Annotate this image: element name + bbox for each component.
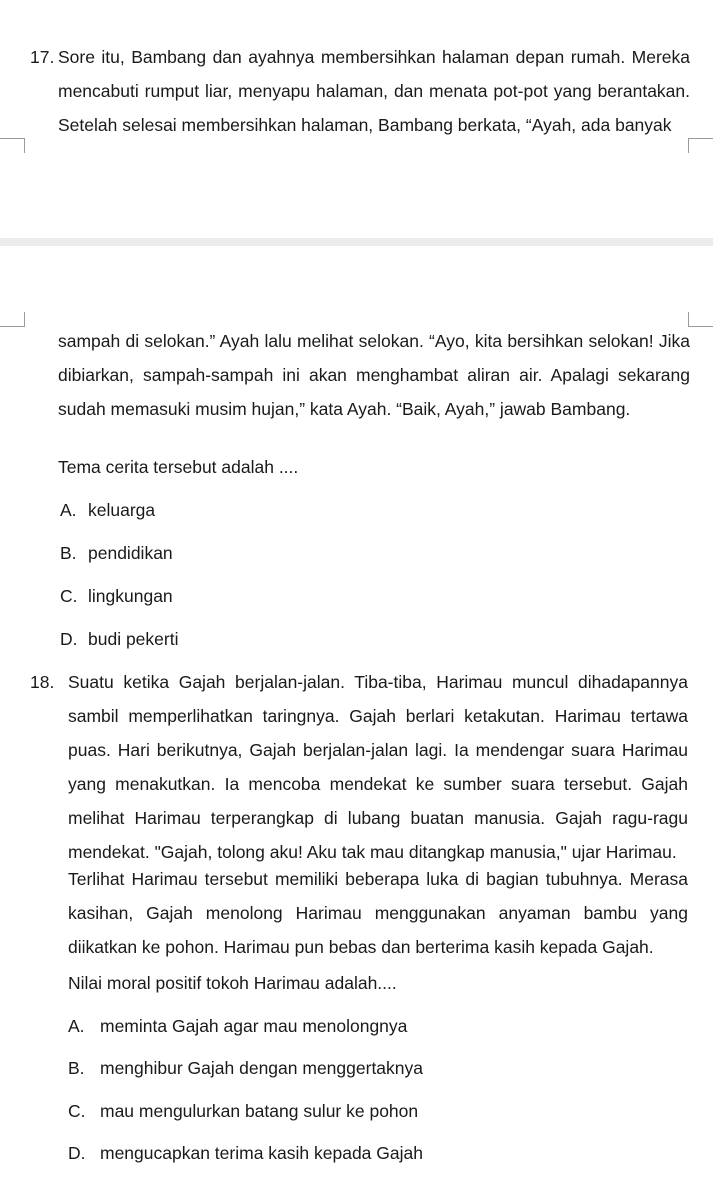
page-break-gap — [0, 238, 713, 246]
q18-option-text: meminta Gajah agar mau menolongnya — [100, 1016, 408, 1036]
q18-question: Nilai moral positif tokoh Harimau adalah.... — [68, 973, 397, 993]
crop-mark-bottom-right — [688, 312, 713, 327]
q17-option-text: keluarga — [88, 500, 156, 520]
q17-option-letter: A. — [60, 500, 77, 520]
q18-option-text: menghibur Gajah dengan menggertaknya — [100, 1058, 423, 1078]
crop-mark-top-left — [0, 138, 25, 153]
crop-mark-top-right — [688, 138, 713, 153]
q17-option-letter: C. — [60, 586, 78, 606]
q17-option-text: lingkungan — [88, 586, 173, 606]
q17-option-text: budi pekerti — [88, 629, 179, 649]
q18-option-letter: C. — [68, 1101, 86, 1121]
q17-question: Tema cerita tersebut adalah .... — [58, 457, 299, 477]
q17-passage-part1: Sore itu, Bambang dan ayahnya membersihkan halaman depan rumah. Mereka mencabuti rumput liar, menyapu halaman, dan menata pot-pot yang berantakan. Setelah selesai membersihkan halaman, Bambang berkata, “Ayah, ada banyak — [58, 47, 690, 135]
q18-passage-paragraph-2: Terlihat Harimau tersebut memiliki beberapa luka di bagian tubuhnya. Merasa kasihan, Gajah menolong Harimau menggunakan anyaman bambu yang diikatkan ke pohon. Harimau pun bebas dan berterima kasih kepada Gajah. — [68, 869, 688, 957]
q18-passage-paragraph-1: Suatu ketika Gajah berjalan-jalan. Tiba-tiba, Harimau muncul dihadapannya sambil memperlihatkan taringnya. Gajah berlari ketakutan. Harimau tertawa puas. Hari berikutnya, Gajah berjalan-jalan lagi. Ia mendengar suara Harimau yang menakutkan. Ia mencoba mendekat ke sumber suara tersebut. Gajah melihat Harimau terperangkap di lubang buatan manusia. Gajah ragu-ragu mendekat. "Gajah, tolong aku! Aku tak mau ditangkap manusia," ujar Harimau. — [68, 672, 688, 862]
crop-mark-bottom-left — [0, 312, 25, 327]
q17-passage-part2: sampah di selokan.” Ayah lalu melihat selokan. “Ayo, kita bersihkan selokan! Jika dibiarkan, sampah-sampah ini akan menghambat aliran air. Apalagi sekarang sudah memasuki musim hujan,” kata Ayah. “Baik, Ayah,” jawab Bambang. — [58, 331, 690, 419]
q18-option-letter: B. — [68, 1058, 85, 1078]
q18-option-text: mengucapkan terima kasih kepada Gajah — [100, 1143, 423, 1163]
q18-option-letter: D. — [68, 1143, 86, 1163]
q17-option-letter: D. — [60, 629, 78, 649]
q17-option-text: pendidikan — [88, 543, 173, 563]
q18-option-letter: A. — [68, 1016, 85, 1036]
q17-option-letter: B. — [60, 543, 77, 563]
q18-option-text: mau mengulurkan batang sulur ke pohon — [100, 1101, 419, 1121]
q17-number: 17. — [30, 47, 55, 67]
q18-number: 18. — [30, 672, 55, 692]
